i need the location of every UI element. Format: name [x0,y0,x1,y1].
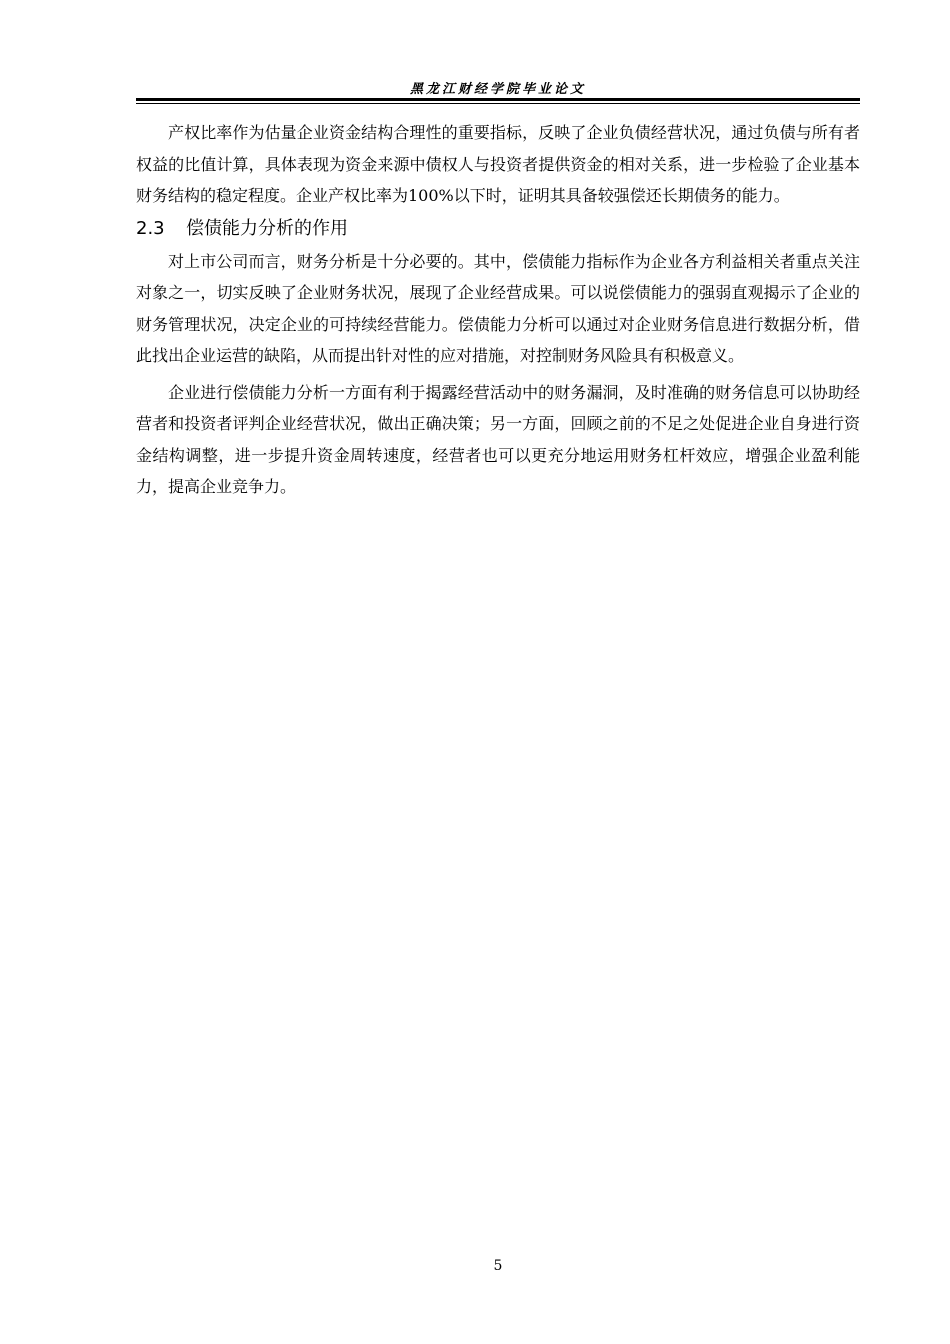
section-heading [136,214,860,244]
paragraph-solvency-benefits: 企业进行偿债能力分析一方面有利于揭露经营活动中的财务漏洞，及时准确的财务信息可以协助经营者和投资者评判企业经营状况，做出正确决策；另一方面，回顾之前的不足之处促进企业自身进行资金结构调整，进一步提升资金周转速度，经营者也可以更充分地运用财务杠杆效应，增强企业盈利能力，提高企业竞争力。 [136,382,860,496]
header-rule-thin [136,103,860,104]
section-number: 2.3 [136,217,165,239]
paragraph-solvency-importance: 对上市公司而言，财务分析是十分必要的。其中，偿债能力指标作为企业各方利益相关者重点关注对象之一，切实反映了企业财务状况，展现了企业经营成果。可以说偿债能力的强弱直观揭示了企业的财务管理状况，决定企业的可持续经营能力。偿债能力分析可以通过对企业财务信息进行数据分析，借此找出企业运营的缺陷，从而提出针对性的应对措施，对控制财务风险具有积极意义。 [136,251,860,365]
page-header-title: 黑龙江财经学院毕业论文 [409,82,586,97]
header-rule-thick [136,98,860,101]
page-number: 5 [493,1258,503,1274]
document-body [136,117,860,503]
section-title: 偿债能力分析的作用 [186,217,348,239]
paragraph-equity-ratio: 产权比率作为估量企业资金结构合理性的重要指标，反映了企业负债经营状况，通过负债与所有者权益的比值计算，具体表现为资金来源中债权人与投资者提供资金的相对关系，进一步检验了企业基本财务结构的稳定程度。企业产权比率为100%以下时，证明其具备较强偿还长期债务的能力。 [136,123,860,205]
